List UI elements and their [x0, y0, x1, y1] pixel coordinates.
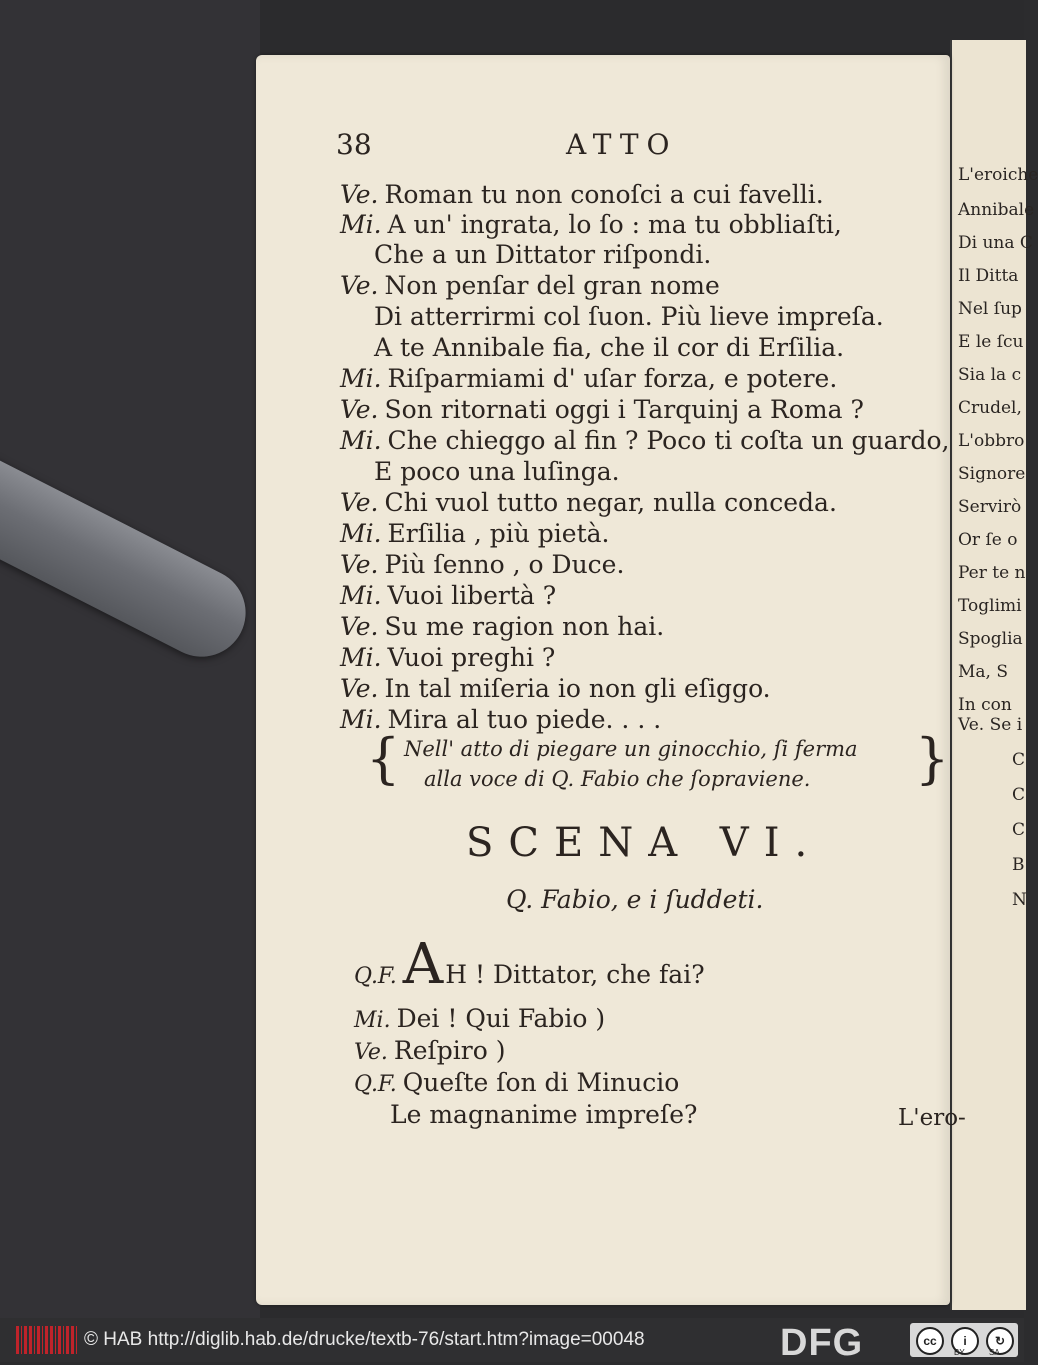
facing-line-fragment: Spoglia — [958, 629, 1023, 649]
verse-text: Queſte ſon di Minucio — [402, 1068, 680, 1097]
verse-line — [340, 364, 837, 393]
verse-text: Di atterrirmi col ſuon. Più lieve impreſa. — [374, 302, 884, 331]
scene-title: SCENA VI. — [466, 820, 823, 866]
speaker-abbrev: Q.F. — [354, 1072, 397, 1097]
verse-text: A te Annibale fia, che il cor di Erſilia. — [374, 333, 845, 362]
verse-text: E poco una luſinga. — [374, 457, 620, 486]
verse-text: Le magnanime impreſe? — [390, 1100, 698, 1129]
facing-line-fragment: B — [1012, 855, 1025, 875]
verse-line — [340, 550, 624, 579]
verse-text: Che chieggo al fin ? Poco ti coſta un guardo, — [387, 426, 950, 455]
speaker-abbrev: Mi. — [340, 705, 382, 734]
facing-line-fragment: Servirò — [958, 497, 1022, 517]
verse-text: A un' ingrata, lo ſo : ma tu obbliaſti, — [387, 210, 842, 239]
speaker-abbrev: Ve. — [340, 550, 379, 579]
verse-text: H ! Dittator, che fai? — [445, 960, 705, 989]
dfg-logo: DFG — [780, 1322, 864, 1364]
page-number: 38 — [336, 128, 372, 161]
sa-label: SA — [989, 1348, 1000, 1357]
verse-text: Vuoi libertà ? — [387, 581, 557, 610]
by-label: BY — [954, 1348, 965, 1357]
speaker-abbrev: Ve. — [340, 674, 379, 703]
facing-line-fragment: Sia la c — [958, 365, 1022, 385]
license-badge[interactable] — [910, 1323, 1018, 1357]
verse-line — [340, 643, 555, 672]
speaker-abbrev: Mi. — [340, 210, 382, 239]
verse-line — [374, 333, 844, 362]
speaker-abbrev: Mi. — [340, 581, 382, 610]
speaker-abbrev: Ve. — [340, 488, 379, 517]
facing-line-fragment: Toglimi — [958, 596, 1022, 616]
left-brace: { — [366, 727, 401, 790]
verse-text: In tal miſeria io non gli eſiggo. — [384, 674, 771, 703]
verse-text: Erſilia , più pietà. — [387, 519, 610, 548]
facing-line-fragment: Annibale — [958, 200, 1035, 220]
cc-icon: cc — [916, 1327, 944, 1355]
facing-line-fragment: In con — [958, 695, 1012, 715]
facing-line-fragment: Ma, S — [958, 662, 1008, 682]
verse-text: Riſparmiami d' uſar forza, e potere. — [387, 364, 838, 393]
stage-direction-line: Nell' atto di piegare un ginocchio, ſi ferma — [404, 737, 858, 761]
verse-line — [340, 488, 837, 517]
speaker-abbrev: Ve. — [340, 271, 379, 300]
speaker-abbrev: Mi. — [354, 1008, 391, 1033]
catchword: L'ero- — [898, 1105, 966, 1131]
speaker-abbrev: Q.F. — [354, 964, 397, 989]
speaker-abbrev: Ve. — [354, 1040, 388, 1065]
speaker-abbrev: Mi. — [340, 519, 382, 548]
facing-line-fragment: Crudel, — [958, 398, 1022, 418]
speaker-abbrev: Ve. — [340, 180, 379, 209]
facing-line-fragment: N — [1012, 890, 1027, 910]
scanner-left-area — [0, 0, 260, 1318]
verse-line — [374, 457, 620, 486]
verse-line — [340, 426, 950, 455]
speaker-abbrev: Ve. — [340, 612, 379, 641]
verse-text: Che a un Dittator riſpondi. — [374, 240, 712, 269]
verse-line — [340, 674, 771, 703]
verse-line — [340, 519, 609, 548]
speaker-abbrev: Mi. — [340, 364, 382, 393]
verse-text: Vuoi preghi ? — [387, 643, 556, 672]
facing-line-fragment: Or ſe o — [958, 530, 1018, 550]
hab-logo — [16, 1326, 77, 1354]
scene-line — [354, 1036, 505, 1065]
speaker-abbrev: Ve. — [340, 395, 379, 424]
running-head: ATTO — [566, 128, 678, 161]
facing-line-fragment: C — [1012, 750, 1026, 770]
verse-line — [340, 612, 664, 641]
verse-text: Son ritornati oggi i Tarquinj a Roma ? — [384, 395, 864, 424]
credit-link[interactable]: © HAB http://diglib.hab.de/drucke/textb-76/start.htm?image=00048 — [84, 1329, 645, 1350]
verse-text: Reſpiro ) — [393, 1036, 506, 1065]
facing-line-fragment: Signore — [958, 464, 1026, 484]
scene-line — [390, 1100, 697, 1129]
facing-line-fragment: L'obbro — [958, 431, 1025, 451]
scene-line — [354, 1068, 679, 1097]
facing-line-fragment: C — [1012, 785, 1026, 805]
verse-text: Non penſar del gran nome — [384, 271, 720, 300]
facing-line-fragment: Per te n — [958, 563, 1026, 583]
verse-text: Più ſenno , o Duce. — [384, 550, 625, 579]
scene-line — [354, 932, 705, 997]
drop-capital: A — [402, 932, 444, 997]
facing-line-fragment: Il Ditta — [958, 266, 1019, 286]
verse-line — [340, 581, 556, 610]
facing-line-fragment: C — [1012, 820, 1026, 840]
verse-line — [340, 395, 864, 424]
verse-text: Chi vuol tutto negar, nulla conceda. — [384, 488, 837, 517]
facing-line-fragment: Ve. Se i — [958, 715, 1023, 735]
sa-icon: ↻ — [986, 1327, 1014, 1355]
facing-line-fragment: Nel ſup — [958, 299, 1022, 319]
scene-line — [354, 1004, 605, 1033]
verse-line — [374, 302, 884, 331]
verse-text: Su me ragion non hai. — [384, 612, 665, 641]
scene-characters: Q. Fabio, e i ſuddeti. — [506, 885, 764, 914]
speaker-abbrev: Mi. — [340, 426, 382, 455]
verse-text: Mira al tuo piede. . . . — [387, 705, 662, 734]
facing-line-fragment: L'eroiche — [958, 165, 1038, 185]
verse-line — [340, 210, 842, 239]
right-brace: } — [915, 727, 950, 790]
by-icon: i — [951, 1327, 979, 1355]
stage-direction-line: alla voce di Q. Fabio che ſopraviene. — [424, 767, 811, 791]
facing-line-fragment: Di una C — [958, 233, 1033, 253]
speaker-abbrev: Mi. — [340, 643, 382, 672]
verse-text: Roman tu non conoſci a cui favelli. — [384, 180, 824, 209]
footer-bar — [0, 1318, 1024, 1362]
verse-line — [340, 180, 824, 209]
facing-line-fragment: E le ſcu — [958, 332, 1024, 352]
verse-line — [374, 240, 711, 269]
verse-text: Dei ! Qui Fabio ) — [396, 1004, 606, 1033]
verse-line — [340, 271, 720, 300]
